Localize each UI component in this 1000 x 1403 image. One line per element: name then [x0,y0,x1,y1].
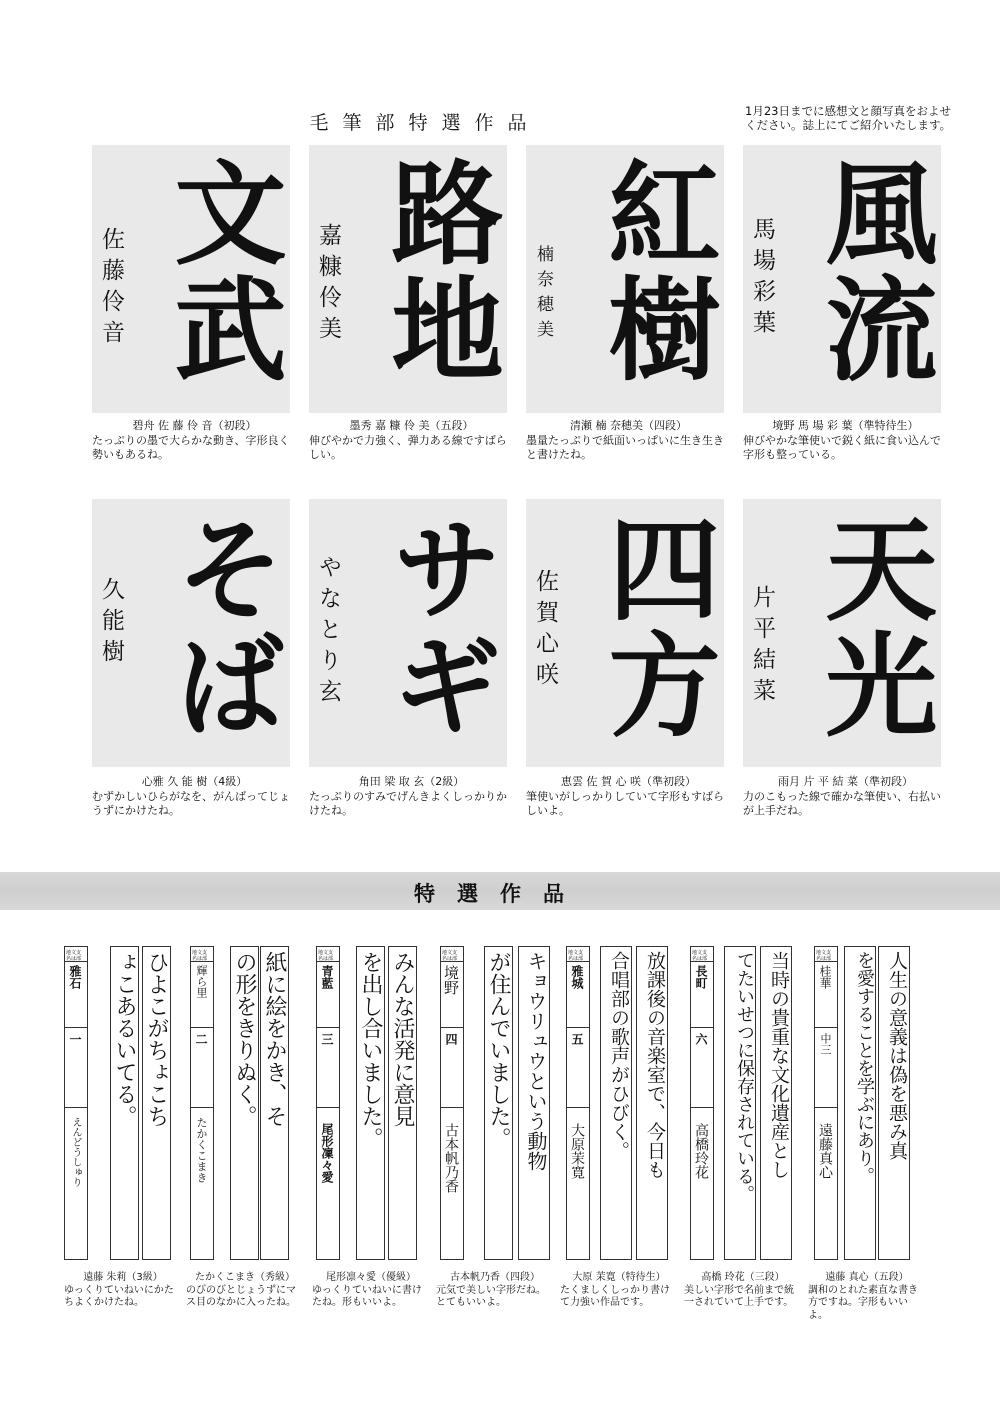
divider [441,1027,463,1028]
brush-work-card [743,145,941,413]
field-labels-icon: 地文支 名は部 [816,950,832,962]
sheet-info [690,946,714,1260]
brush-caption [92,775,297,818]
brush-work-card [309,145,507,413]
brush-caption [92,419,297,462]
brush-caption [743,419,948,462]
text-column [518,946,550,1260]
divider [317,1027,339,1028]
sheet-name: 大原茉寛 [569,1123,585,1179]
divider [441,1107,463,1108]
brush-signature: 嘉糠伶美 [315,223,341,347]
text-column [142,946,171,1260]
brush-caption [526,419,731,462]
divider [65,1107,87,1108]
sheet-info [64,946,88,1260]
field-labels-icon: 地文支 名は部 [318,950,334,962]
divider [191,1027,213,1028]
brush-signature: 佐賀心咲 [532,569,558,693]
caption-comment: 力のこもった線で確かな筆使い、右払いが上手だね。 [743,790,941,817]
brush-caption [526,775,731,818]
caption-name: 墨秀 嘉 糠 伶 美（五段） [349,419,474,432]
column-text: キョウリュウという動物 [524,951,548,1171]
sheet-name: 遠藤真心 [817,1123,833,1179]
caption-name: 大原 茉寛（特待生） [572,1272,666,1283]
caption-comment: たっぷりの墨で大らかな動き、字形良く勢いもあるね。 [92,434,290,461]
pen-work-sheet [316,946,426,1260]
pen-work-sheet [814,946,936,1260]
divider [691,1027,713,1028]
sheet-school: 輝ら里 [195,965,208,998]
sheet-grade: 一 [68,1033,82,1045]
text-column [878,946,910,1260]
pen-work-sheet [440,946,558,1260]
brush-work-card [309,499,507,767]
field-labels-icon: 地文支 名は部 [568,950,584,962]
sheet-school: 桂華 [818,965,832,989]
divider [567,961,589,962]
column-text: 人生の意義は偽を悪み真 [886,951,908,1160]
pen-work-sheet [566,946,684,1260]
field-labels-icon: 地文支 名は部 [192,950,208,962]
brush-characters: 路地 [373,155,504,387]
submission-note [735,104,965,132]
caption-comment: たっぷりのすみでげんきよくしっかりかけたね。 [309,790,507,817]
caption-comment: 伸びやかで力強く、弾力ある線ですばらしい。 [309,434,507,461]
brush-characters: そば [156,511,287,743]
brush-signature: 楠奈穂美 [533,245,553,345]
divider [317,961,339,962]
sheet-info [814,946,838,1260]
sheet-grade: 六 [694,1033,708,1045]
divider [815,1107,837,1108]
divider [191,1107,213,1108]
sheet-school: 雅石 [68,965,82,989]
sheet-school: 長町 [694,965,708,989]
caption-comment: むずかしいひらがなを、がんばってじょうずにかけたね。 [92,790,290,817]
column-text: 放課後の音楽室で、今日も [644,951,666,1179]
field-labels-icon: 地文支 名は部 [442,950,458,962]
sheet-school: 青藍 [320,965,334,989]
brush-signature: 馬場彩葉 [749,217,775,341]
field-labels-icon: 地文支 名は部 [692,950,708,962]
pen-caption [808,1272,926,1322]
text-column [724,946,756,1260]
brush-work-card [743,499,941,767]
field-labels-icon: 地文支 名は部 [66,950,82,962]
divider [691,1107,713,1108]
brush-work-card [92,145,290,413]
sheet-info [316,946,340,1260]
caption-name: 清瀬 楠 奈穂美（四段） [570,419,687,432]
sheet-school: 境野 [442,965,460,995]
sheet-grade: 二 [194,1033,208,1045]
caption-comment: 伸びやかな筆使いで鋭く紙に食い込んで字形も整っている。 [743,434,941,461]
divider [65,1027,87,1028]
column-text: ひよこがちょこち [144,951,169,1127]
divider [567,1107,589,1108]
pen-work-sheet [190,946,300,1260]
brush-caption [309,419,514,462]
brush-characters: 風流 [807,155,938,387]
pen-caption [560,1272,678,1310]
text-column [760,946,792,1260]
column-text: が住んでいました。 [486,951,511,1149]
caption-name: 遠藤 朱莉（3級） [83,1272,163,1283]
brush-characters: 紅樹 [590,155,721,387]
divider [567,1027,589,1028]
sheet-grade: 中三 [819,1033,832,1055]
column-text: 当時の貴重な文化遺産とし [768,951,790,1179]
brush-signature: 佐藤伶音 [98,227,124,351]
sheet-name: 尾形凜々愛 [320,1123,334,1183]
caption-name: 尾形凛々愛（優級） [326,1272,416,1283]
caption-comment: たくましくしっかり書けて力強い作品です。 [560,1284,670,1308]
caption-comment: 調和のとれた素直な書き方ですね。字形もいいよ。 [808,1284,918,1321]
brush-signature: 久能樹 [98,577,124,670]
brush-signature: やなとり玄 [315,555,341,710]
text-column [600,946,632,1260]
note-text: 1月23日までに感想文と顔写真をおよせください。誌上にてご紹介いたします。 [745,104,952,132]
sheet-name: 古本帆乃香 [443,1123,459,1193]
sheet-info [440,946,464,1260]
column-text: みんな活発に意見 [390,951,415,1127]
text-column [636,946,668,1260]
caption-name: 雨月 片 平 結 菜（準初段） [778,775,913,788]
pen-caption [186,1272,304,1310]
section-band [0,872,1000,910]
sheet-school: 雅城 [570,965,584,989]
caption-name: 心雅 久 能 樹（4級） [141,775,248,788]
column-text: を愛することを学ぶにあり。 [854,951,875,1185]
divider [815,1027,837,1028]
caption-name: 古本帆乃香（四段） [450,1272,540,1283]
text-column [484,946,513,1260]
column-text: の形をきりぬく。 [232,951,257,1127]
brush-caption [309,775,514,818]
text-column [260,946,289,1260]
pen-work-sheet [690,946,812,1260]
sheet-info [190,946,214,1260]
brush-characters: サギ [373,511,504,743]
pen-caption [436,1272,554,1310]
pen-work-sheet [64,946,174,1260]
caption-comment: 墨量たっぷりで紙面いっぱいに生き生きと書けたね。 [526,434,724,461]
pen-caption [684,1272,802,1310]
brush-work-card [92,499,290,767]
divider [65,961,87,962]
sheet-name: えんどうしゅり [70,1117,81,1187]
brush-characters: 文武 [156,155,287,387]
brush-signature: 片平結菜 [749,585,775,709]
page-title: 毛筆部特選作品 [309,112,541,134]
caption-comment: 美しい字形で名前まで統一されていて上手です。 [684,1284,794,1308]
caption-comment: ゆっくりていねいにかたちよくかけたね。 [64,1284,174,1308]
text-column [110,946,139,1260]
pen-caption [64,1272,182,1310]
text-column [230,946,259,1260]
caption-comment: 元気で美しい字形だね。とてもいいよ。 [436,1284,546,1308]
divider [815,961,837,962]
sheet-grade: 五 [570,1033,584,1045]
text-column [356,946,385,1260]
column-text: ょこあるいてる。 [112,951,137,1127]
divider [191,961,213,962]
caption-name: 角田 梁 取 玄（2級） [358,775,465,788]
column-text: を出し合いました。 [358,951,383,1149]
text-column [388,946,417,1260]
section-title: 特選作品 [414,882,586,906]
column-text: てたいせつに保存されている。 [734,951,755,1203]
divider [317,1107,339,1108]
text-column [844,946,876,1260]
brush-characters: 天光 [807,511,938,743]
sheet-grade: 三 [320,1033,334,1045]
caption-name: 高橋 玲花（三段） [701,1272,785,1283]
brush-work-card [526,499,724,767]
caption-name: 境野 馬 場 彩 葉（準特待生） [772,419,919,432]
caption-name: たかくこまき（秀級） [195,1272,295,1283]
column-text: 合唱部の歌声がひびく。 [608,951,630,1160]
divider [441,961,463,962]
caption-comment: 筆使いがしっかりしていて字形もすばらしいよ。 [526,790,724,817]
pen-caption [312,1272,430,1310]
column-text: 紙に絵をかき、そ [262,951,287,1127]
sheet-info [566,946,590,1260]
divider [691,961,713,962]
caption-name: 遠藤 真心（五段） [825,1272,909,1283]
caption-comment: ゆっくりていねいに書けたね。形もいいよ。 [312,1284,422,1308]
caption-name: 碧舟 佐 藤 伶 音（初段） [132,419,257,432]
sheet-name: たかくこまき [195,1117,208,1183]
sheet-name: 高橋玲花 [693,1123,709,1179]
brush-characters: 四方 [590,511,721,743]
brush-caption [743,775,948,818]
sheet-grade: 四 [444,1033,458,1045]
caption-name: 恵雲 佐 賀 心 咲（準初段） [561,775,696,788]
brush-work-card [526,145,724,413]
caption-comment: のびのびとじょうずにマス目のなかに入ったね。 [186,1284,296,1308]
